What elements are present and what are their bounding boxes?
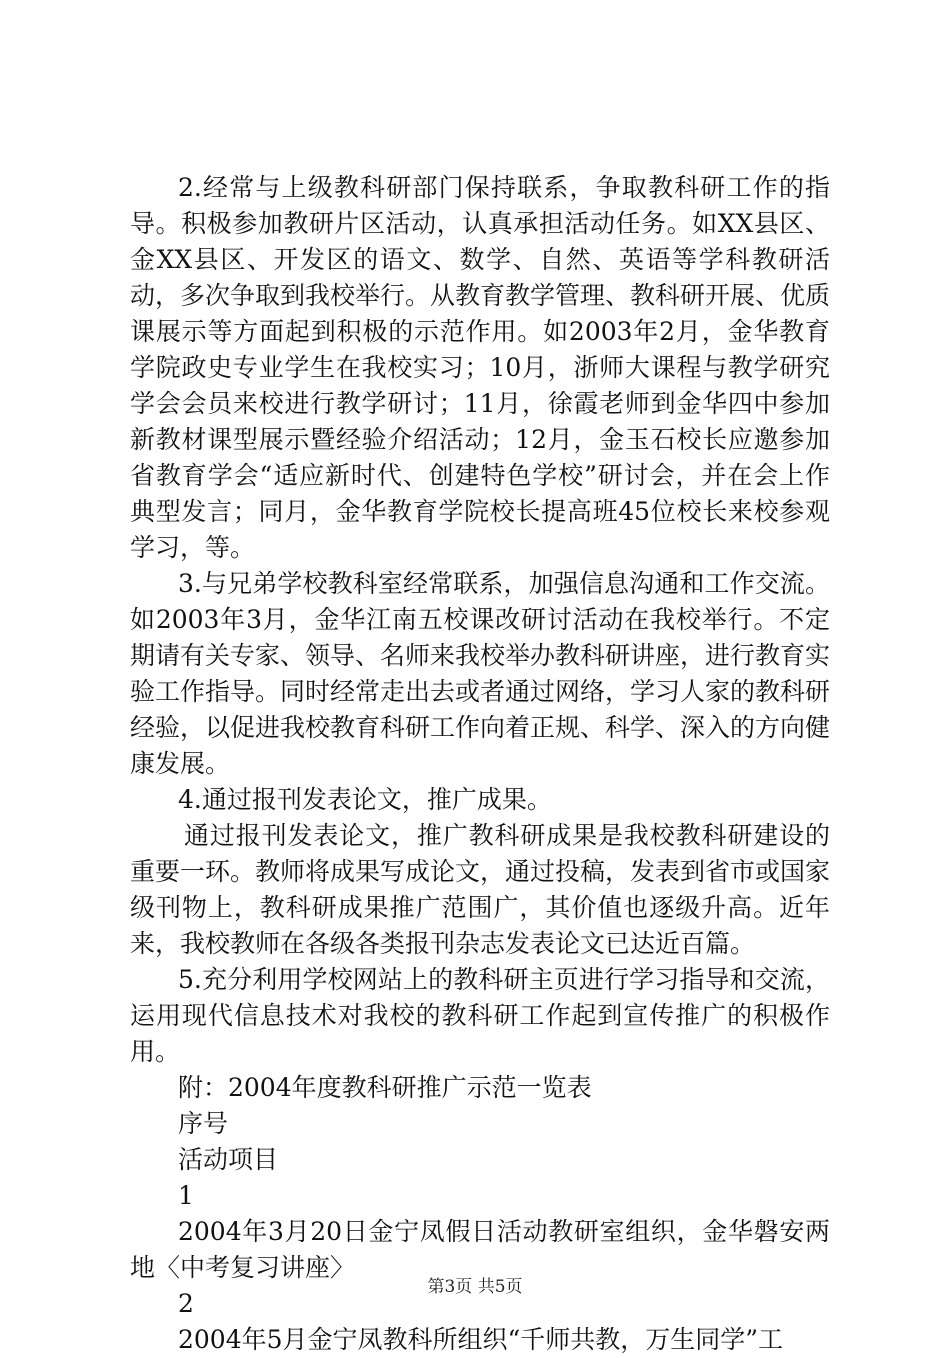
table-row-1-item: 2004年3月20日金宁凤假日活动教研室组织，金华磐安两地〈中考复习讲座〉 [130, 1217, 830, 1282]
table-row-1-index: 1 [178, 1181, 194, 1210]
page-footer: 第3页 共5页 [427, 1277, 523, 1297]
paragraph-3: 3.与兄弟学校教科室经常联系，加强信息沟通和工作交流。如2003年3月，金华江南五校课改研讨活动在我校举行。不定期请有关专家、领导、名师来我校举办教科研讲座，进行教育实验工作指导。同时经常走出去或者通过网络，学习人家的教科研经验，以促进我校教育科研工作向着正规、科学、深入的方向健康发展。 [130, 569, 831, 778]
paragraph-4-body: 通过报刊发表论文，推广教科研成果是我校教科研建设的重要一环。教师将成果写成论文，通过投稿，发表到省市或国家级刊物上，教科研成果推广范围广，其价值也逐级升高。近年来，我校教师在各级各类报刊杂志发表论文已达近百篇。 [130, 821, 831, 958]
paragraph-5: 5.充分利用学校网站上的教科研主页进行学习指导和交流，运用现代信息技术对我校的教科研工作起到宣传推广的积极作用。 [130, 965, 830, 1066]
table-row-2-item: 2004年5月金宁凤教科所组织“千师共教，万生同学”工 [178, 1325, 784, 1354]
table-header-index: 序号 [178, 1109, 229, 1138]
table-header-item: 活动项目 [178, 1145, 279, 1174]
table-caption: 附：2004年度教科研推广示范一览表 [178, 1073, 592, 1102]
paragraph-4-heading: 4.通过报刊发表论文，推广成果。 [178, 785, 552, 814]
document-body [130, 170, 830, 1358]
table-row-2-index: 2 [178, 1289, 194, 1318]
paragraph-2: 2.经常与上级教科研部门保持联系，争取教科研工作的指导。积极参加教研片区活动，认真承担活动任务。如XX县区、金XX县区、开发区的语文、数学、自然、英语等学科教研活动，多次争取到我校举行。从教育教学管理、教科研开展、优质课展示等方面起到积极的示范作用。如2003年2月，金华教育学院政史专业学生在我校实习；10月，浙师大课程与教学研究学会会员来校进行教学研讨；11月，徐霞老师到金华四中参加新教材课型展示暨经验介绍活动；12月，金玉石校长应邀参加省教育学会“适应新时代、创建特色学校”研讨会，并在会上作典型发言；同月，金华教育学院校长提高班45位校长来校参观学习，等。 [130, 173, 831, 562]
